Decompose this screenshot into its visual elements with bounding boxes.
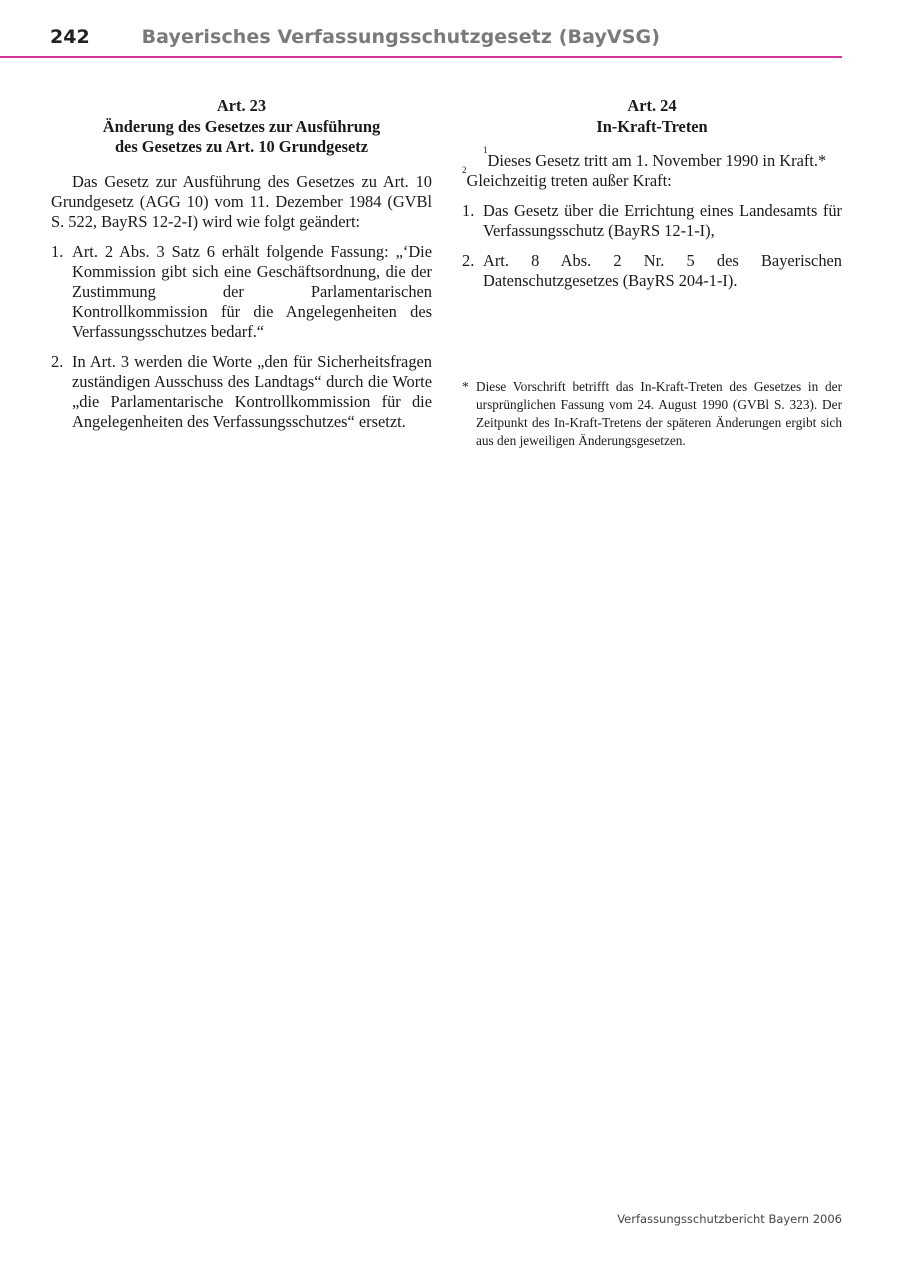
footnote-text: Diese Vorschrift betrifft das In-Kraft-Treten des Gesetzes in der ursprünglichen Fassung vom 24. August 1990 (GVBl S. 323). Der Zeitpunkt des In-Kraft-Tretens der späteren Änderungen ergibt sich aus den jeweiligen Änderungsgesetzen. xyxy=(476,379,842,448)
art23-title-line2: des Gesetzes zu Art. 10 Grundgesetz xyxy=(114,137,369,156)
sentence-marker: 2 xyxy=(462,165,467,175)
art24-item xyxy=(462,201,842,241)
sentence-text: Gleichzeitig treten außer Kraft: xyxy=(466,171,672,190)
art24-sentence1 xyxy=(462,145,842,171)
item-text: Art. 2 Abs. 3 Satz 6 erhält folgende Fassung: „‘Die Kommission gibt sich eine Geschäftsordnung, die der Zustimmung der Parlamentarischen Kontrollkommission für die Angelegenheiten des Verfassungsschutzes bedarf.“ xyxy=(72,241,432,341)
art24-number: Art. 24 xyxy=(627,96,677,115)
page-footer: Verfassungsschutzbericht Bayern 2006 xyxy=(617,1212,842,1226)
item-number: 1. xyxy=(51,241,64,261)
item-number: 1. xyxy=(462,201,475,220)
art23-item xyxy=(51,242,432,342)
art24-sentence2 xyxy=(462,165,842,191)
right-column xyxy=(462,96,842,291)
page-number: 242 xyxy=(50,26,90,48)
art24-title: In-Kraft-Treten xyxy=(596,116,708,136)
left-column xyxy=(51,96,432,432)
art23-item xyxy=(51,352,432,432)
art23-number: Art. 23 xyxy=(216,96,267,115)
sentence-text: Dieses Gesetz tritt am 1. November 1990 in Kraft.* xyxy=(487,151,827,170)
footnote-mark: * xyxy=(462,379,469,394)
footnote xyxy=(462,378,842,450)
item-text: In Art. 3 werden die Worte „den für Sicherheitsfragen zuständigen Ausschuss des Landtags“ durch die Worte „die Parlamentarische Kontrollkommission für die Angelegenheiten des Verfassungsschutzes“ ersetzt. xyxy=(72,351,432,431)
item-number: 2. xyxy=(462,251,475,270)
page-header xyxy=(0,0,842,58)
art24-item xyxy=(462,251,842,291)
item-text: Das Gesetz über die Errichtung eines Landesamts für Verfassungsschutz (BayRS 12-1-I), xyxy=(483,201,842,240)
art23-intro: Das Gesetz zur Ausführung des Gesetzes zu Art. 10 Grundgesetz (AGG 10) vom 11. Dezember 1984 (GVBl S. 522, BayRS 12-2-I) wird wie folgt geändert: xyxy=(51,171,432,231)
item-text: Art. 8 Abs. 2 Nr. 5 des Bayerischen Datenschutzgesetzes (BayRS 204-1-I). xyxy=(483,251,842,290)
sentence-marker: 1 xyxy=(483,145,488,155)
running-title: Bayerisches Verfassungsschutzgesetz (BayVSG) xyxy=(141,26,660,48)
item-number: 2. xyxy=(51,351,64,371)
art23-title-line1: Änderung des Gesetzes zur Ausführung xyxy=(102,116,381,136)
